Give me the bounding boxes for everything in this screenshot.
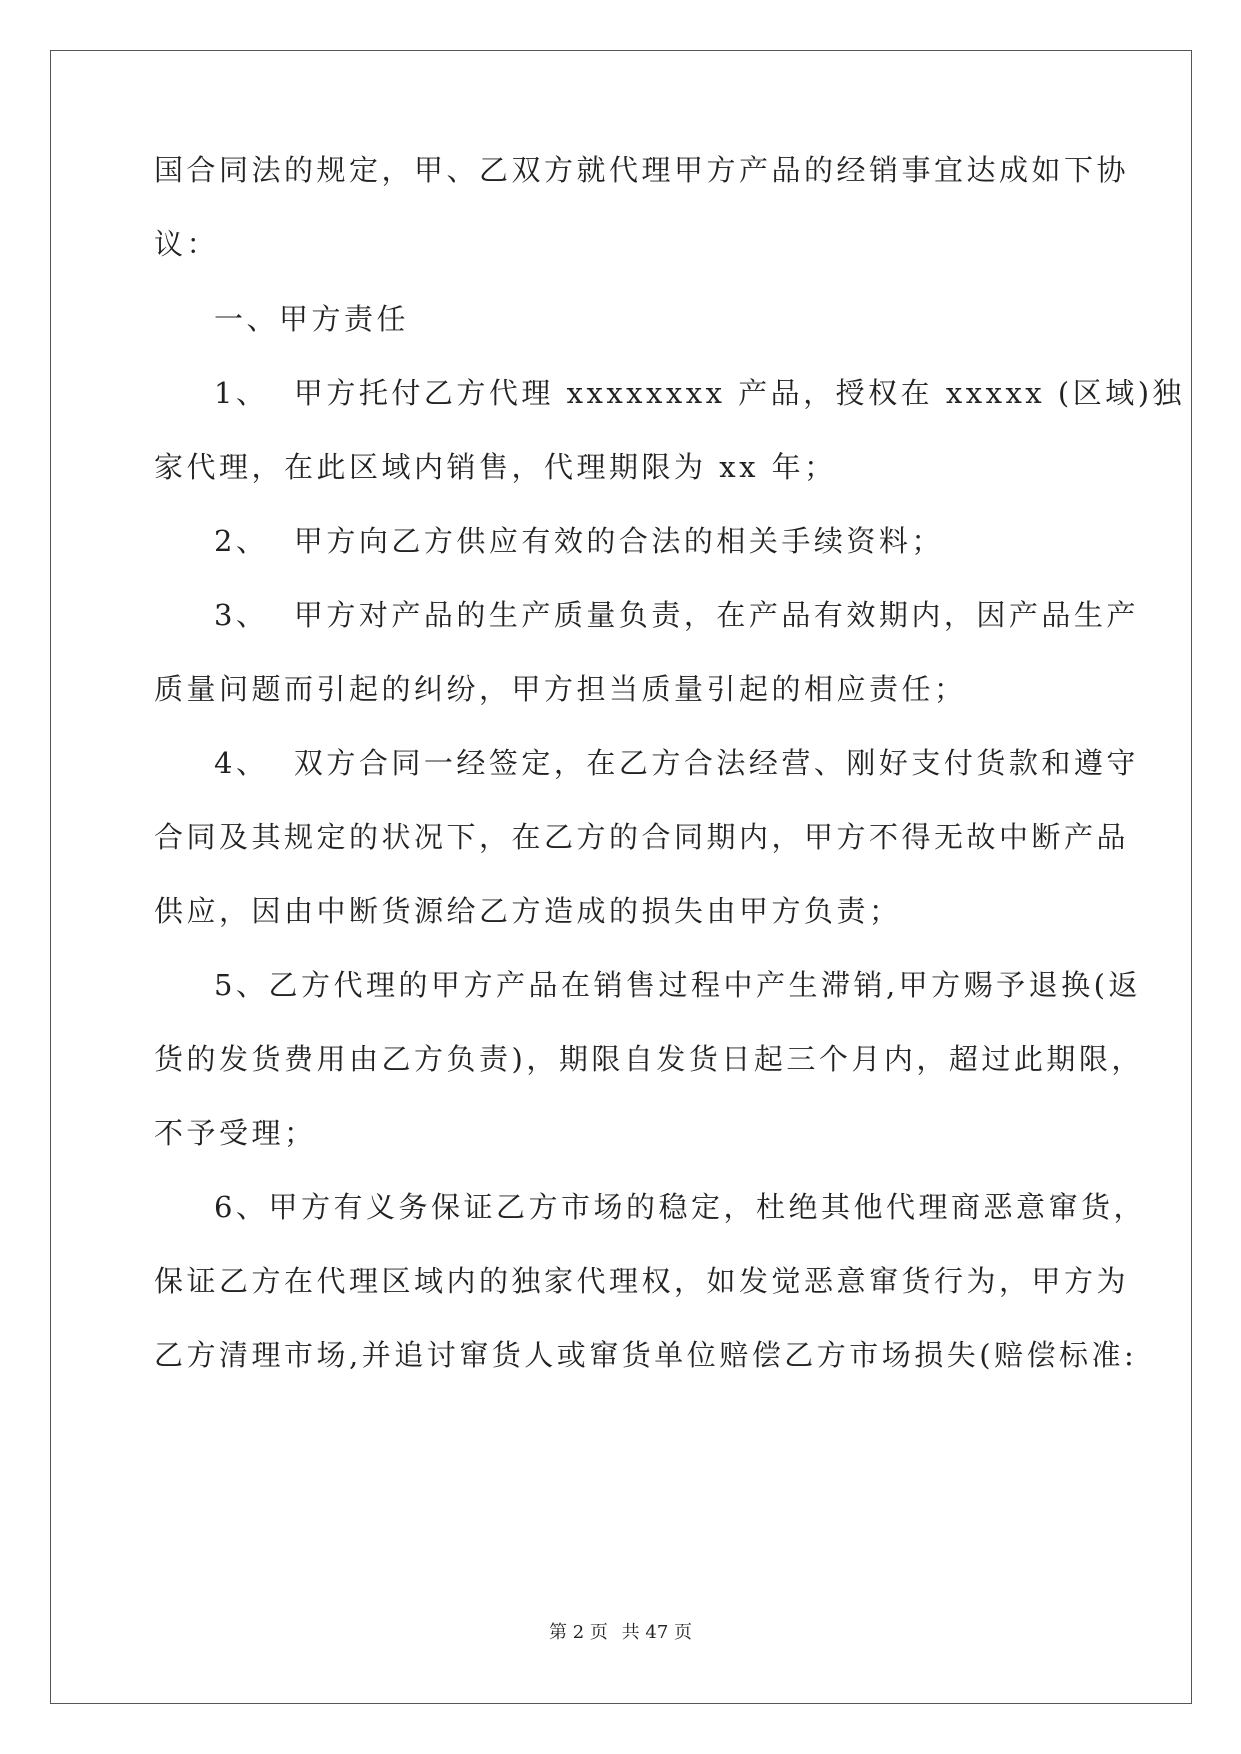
text-line: 2、 甲方向乙方供应有效的合法的相关手续资料； — [214, 524, 944, 558]
text-line: 乙方清理市场,并追讨窜货人或窜货单位赔偿乙方市场损失(赔偿标准: — [154, 1338, 1138, 1372]
text-line: 1、 甲方托付乙方代理 xxxxxxxx 产品，授权在 xxxxx (区域)独 — [214, 376, 1186, 410]
text-line: 议： — [154, 227, 220, 261]
text-line: 家代理，在此区域内销售，代理期限为 xx 年； — [154, 450, 837, 484]
text-line: 不予受理； — [154, 1116, 317, 1150]
text-line: 6、甲方有义务保证乙方市场的稳定，杜绝其他代理商恶意窜货， — [214, 1190, 1146, 1224]
text-line: 质量问题而引起的纠纷，甲方担当质量引起的相应责任； — [154, 672, 967, 706]
text-line: 合同及其规定的状况下，在乙方的合同期内，甲方不得无故中断产品 — [154, 820, 1130, 854]
text-line: 4、 双方合同一经签定，在乙方合法经营、刚好支付货款和遵守 — [214, 746, 1139, 780]
text-line: 3、 甲方对产品的生产质量负责，在产品有效期内，因产品生产 — [214, 598, 1139, 632]
section-heading: 一、甲方责任 — [214, 302, 410, 336]
text-line: 保证乙方在代理区域内的独家代理权，如发觉恶意窜货行为，甲方为 — [154, 1264, 1130, 1298]
page-total: 共 47 页 — [621, 1622, 692, 1643]
text-line: 货的发货费用由乙方负责)，期限自发货日起三个月内，超过此期限， — [154, 1042, 1144, 1076]
page-border — [50, 50, 1192, 1704]
text-line: 供应，因由中断货源给乙方造成的损失由甲方负责； — [154, 894, 902, 928]
text-line: 国合同法的规定，甲、乙双方就代理甲方产品的经销事宜达成如下协 — [154, 153, 1130, 187]
text-line: 5、乙方代理的甲方产品在销售过程中产生滞销,甲方赐予退换(返 — [214, 968, 1141, 1002]
page-number: 第 2 页 — [549, 1622, 608, 1643]
page-footer — [0, 1618, 1241, 1644]
